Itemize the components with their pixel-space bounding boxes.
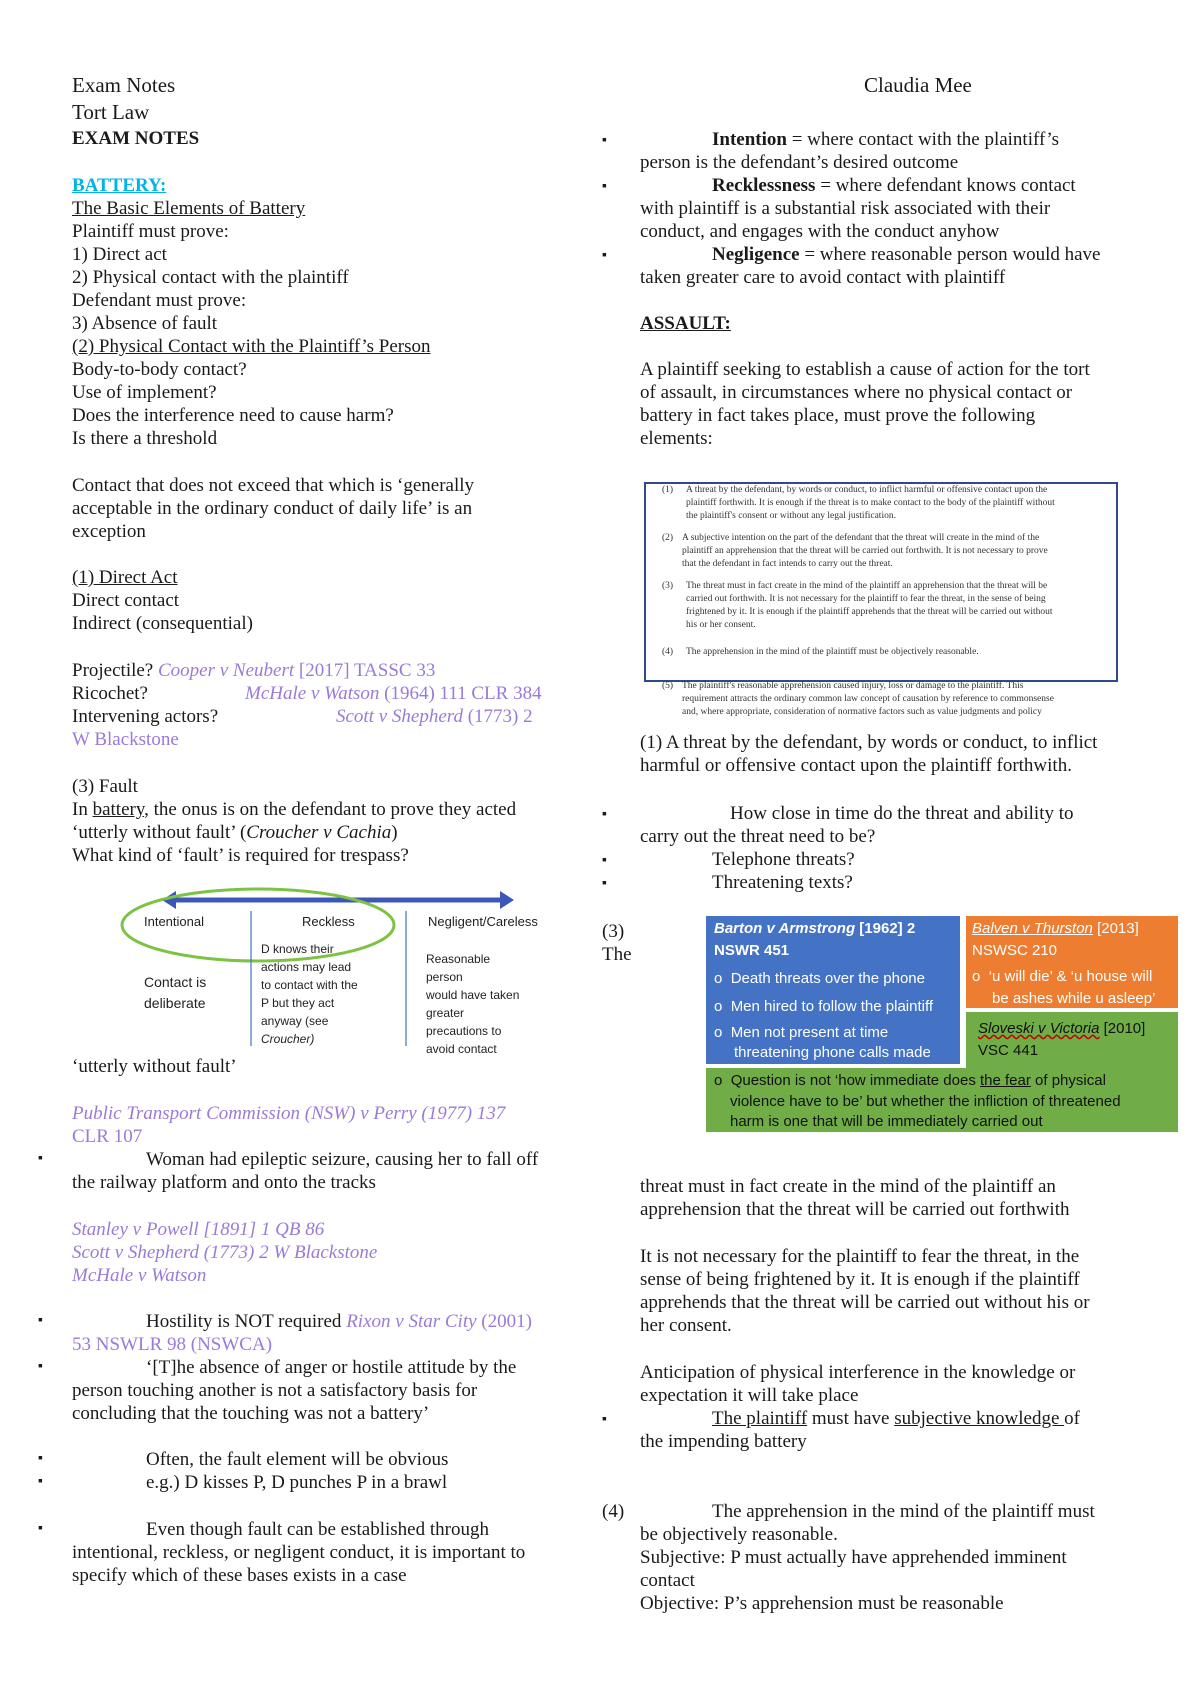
fault-line-3: What kind of ‘fault’ is required for trespass? (72, 845, 409, 866)
element-absence-of-fault: 3) Absence of fault (72, 313, 218, 334)
sloveski-point-line-1 (714, 1070, 1106, 1092)
bullet-icon: ▪ (38, 1313, 43, 1328)
sloveski-point-line-2: violence have to be’ but whether the infliction of threatened (730, 1093, 1121, 1110)
fault-text: ) (391, 822, 398, 843)
diagram-reckless-body (261, 940, 358, 1048)
fault-text: In (72, 799, 93, 820)
diagram-reckless-title: Reckless (302, 914, 355, 929)
header-exam-notes: Exam Notes (72, 73, 176, 97)
assault-heading: ASSAULT: (640, 313, 731, 334)
balven-point (972, 966, 1152, 988)
balven-citation: [2013] (1092, 920, 1139, 937)
rixon-case: Rixon v Star City (346, 1311, 477, 1332)
projectile-label: Projectile? (72, 660, 154, 681)
element-4-label: (4) (602, 1501, 625, 1522)
hostility-line-1 (146, 1310, 532, 1333)
sloveski-text: Question is not ‘how immediate does (730, 1072, 980, 1089)
quote-line-2: person touching another is not a satisfactory basis for (72, 1380, 478, 1401)
fault-text: ‘utterly without fault’ ( (72, 822, 247, 843)
header-author: Claudia Mee (864, 73, 972, 97)
rixon-citation: (2001) (476, 1311, 532, 1332)
threat-line-2: harmful or offensive contact upon the plaintiff forthwith. (640, 755, 1072, 776)
utterly-without-fault: ‘utterly without fault’ (72, 1056, 237, 1077)
not-necessary-line-2: sense of being frightened by it. It is enough if the plaintiff (640, 1269, 1080, 1290)
diagram-text: Contact is (144, 974, 207, 990)
diagram-negligent-body (426, 950, 528, 1058)
balven-point-text: be ashes while u asleep’ (992, 990, 1156, 1007)
barton-point-text: Death threats over the phone (730, 970, 925, 987)
fault-line-2 (72, 821, 398, 844)
bullet-icon: ▪ (38, 1451, 43, 1466)
croucher-case: Croucher v Cachia (246, 822, 392, 843)
sloveski-point-line-3: harm is one that will be immediately carried out (730, 1113, 1043, 1130)
exam-notes-title: EXAM NOTES (72, 128, 200, 149)
barton-point-1 (714, 968, 925, 990)
scan-item-line: requirement attracts the ordinary common law concept of causation by reference to commonsense (682, 694, 1054, 704)
objective-line: Objective: P’s apprehension must be reasonable (640, 1593, 1004, 1614)
barton-case-name: Barton v Armstrong (714, 920, 856, 937)
scan-item-line: A threat by the defendant, by words or conduct, to inflict harmful or offensive contact upon the (686, 485, 1048, 495)
telephone-threats: Telephone threats? (712, 849, 855, 870)
even-line-3: specify which of these bases exists in a case (72, 1565, 407, 1586)
diagram-text: D knows their (261, 942, 334, 956)
reckless-text: = where defendant knows contact (815, 175, 1076, 196)
diagram-intentional-title: Intentional (144, 914, 204, 929)
intention-text: = where contact with the plaintiff’s (786, 129, 1060, 150)
scan-item-line: carried out forthwith. It is not necessary for the plaintiff to fear the threat, in the sense of being (686, 594, 1046, 604)
intention-line-2: person is the defendant’s desired outcome (640, 152, 959, 173)
subj-text: of (1064, 1408, 1080, 1429)
element-physical-contact: 2) Physical contact with the plaintiff (72, 267, 349, 288)
intention-term: Intention (712, 129, 787, 150)
circle-bullet-icon: o (972, 968, 989, 985)
stanley-case: Stanley v Powell [1891] 1 QB 86 (72, 1219, 325, 1240)
barton-case-box (706, 916, 960, 1064)
ptc-case-line-2: CLR 107 (72, 1126, 143, 1147)
sloveski-citation: [2010] (1099, 1020, 1146, 1037)
diagram-text: avoid contact (426, 1042, 497, 1056)
element-direct-act: 1) Direct act (72, 244, 167, 265)
negligence-line-1 (712, 243, 1100, 266)
barton-point-text: threatening phone calls made (734, 1044, 931, 1061)
scott-citation-cont: W Blackstone (72, 729, 179, 750)
even-line-2: intentional, reckless, or negligent conduct, it is important to (72, 1542, 526, 1563)
intervening-label: Intervening actors? (72, 706, 219, 727)
battery-heading: BATTERY: (72, 175, 167, 196)
bullet-icon: ▪ (38, 1521, 43, 1536)
basic-elements-heading: The Basic Elements of Battery (72, 198, 306, 219)
bullet-icon: ▪ (602, 1412, 607, 1427)
intention-line-1 (712, 128, 1059, 151)
woman-line-1: Woman had epileptic seizure, causing her to fall off (146, 1149, 539, 1170)
scott-citation: (1773) 2 (467, 706, 533, 727)
reckless-line-1 (712, 174, 1076, 197)
mchale-case-2: McHale v Watson (72, 1265, 207, 1286)
cooper-case: Cooper v Neubert (158, 660, 295, 681)
question-threshold: Is there a threshold (72, 428, 218, 449)
anticipation-line-1: Anticipation of physical interference in the knowledge or (640, 1362, 1076, 1383)
how-close-line-2: carry out the threat need to be? (640, 826, 876, 847)
scan-item-number: (2) (662, 533, 674, 543)
diagram-text: Croucher) (261, 1032, 315, 1046)
threat3-line-2: apprehension that the threat will be carried out forthwith (640, 1199, 1070, 1220)
spectrum-arrow-right-head (500, 891, 514, 909)
question-harm: Does the interference need to cause harm? (72, 405, 394, 426)
element-3-label: (3) (602, 921, 625, 942)
ricochet-label: Ricochet? (72, 683, 148, 704)
scan-item-number: (3) (662, 581, 674, 591)
element-4-line-1: The apprehension in the mind of the plaintiff must (712, 1501, 1095, 1522)
circle-bullet-icon: o (714, 970, 731, 987)
how-close-line-1: How close in time do the threat and ability to (730, 803, 1074, 824)
fault-heading: (3) Fault (72, 776, 138, 797)
quote-line-1: ‘[T]he absence of anger or hostile attitude by the (146, 1357, 517, 1378)
physical-contact-heading: (2) Physical Contact with the Plaintiff’s Person (72, 336, 431, 357)
recklessness-term: Recklessness (712, 175, 816, 196)
subj-text: must have (807, 1408, 895, 1429)
barton-citation-2: NSWR 451 (714, 942, 790, 959)
threat3-line-1: threat must in fact create in the mind of the plaintiff an (640, 1176, 1056, 1197)
scan-item-number: (1) (662, 485, 674, 495)
circle-bullet-icon: o (714, 1072, 731, 1089)
fault-battery-word: battery (92, 799, 145, 820)
scan-item-line: that the defendant in fact intends to carry out the threat. (682, 559, 893, 569)
not-necessary-line-4: her consent. (640, 1315, 732, 1336)
circle-bullet-icon: o (714, 998, 731, 1015)
often-line: Often, the fault element will be obvious (146, 1449, 449, 1470)
scan-item-line: The threat must in fact create in the mind of the plaintiff an apprehension that the threat will be (686, 581, 1048, 591)
plaintiff-must-prove: Plaintiff must prove: (72, 221, 229, 242)
cooper-citation: [2017] TASSC 33 (298, 660, 436, 681)
anticipation-line-2: expectation it will take place (640, 1385, 859, 1406)
scott-row (336, 705, 533, 728)
exception-line-1: Contact that does not exceed that which is ‘generally (72, 475, 475, 496)
diagram-text: greater (426, 1006, 465, 1020)
assault-line-2: of assault, in circumstances where no physical contact or (640, 382, 1073, 403)
fault-text: , the onus is on the defendant to prove they acted (144, 799, 517, 820)
sloveski-point-box (706, 1068, 1178, 1132)
balven-title (972, 918, 1139, 940)
bullet-icon: ▪ (602, 876, 607, 891)
diagram-text: deliberate (144, 995, 206, 1011)
element-4-line-2: be objectively reasonable. (640, 1524, 838, 1545)
scan-item-number: (5) (662, 681, 674, 691)
direct-act-heading: (1) Direct Act (72, 567, 178, 588)
woman-line-2: the railway platform and onto the tracks (72, 1172, 376, 1193)
header-tort-law: Tort Law (72, 100, 150, 124)
barton-citation: [1962] 2 (855, 920, 916, 937)
threat-line-1: (1) A threat by the defendant, by words or conduct, to inflict (640, 732, 1098, 753)
sloveski-title (978, 1018, 1145, 1040)
reckless-line-3: conduct, and engages with the conduct anyhow (640, 221, 1000, 242)
balven-case-box (966, 916, 1178, 1008)
bullet-icon: ▪ (602, 853, 607, 868)
mchale-case: McHale v Watson (245, 683, 380, 704)
scan-item-line: plaintiff forthwith. It is enough if the threat is to make contact to the body of the plaintiff without (686, 498, 1055, 508)
assault-line-4: elements: (640, 428, 713, 449)
barton-point-text: Men not present at time (730, 1024, 889, 1041)
not-necessary-line-1: It is not necessary for the plaintiff to fear the threat, in the (640, 1246, 1080, 1267)
threatening-texts: Threatening texts? (712, 872, 853, 893)
diagram-text: would have taken (426, 988, 520, 1002)
assault-line-3: battery in fact takes place, must prove the following (640, 405, 1036, 426)
quote-line-3: concluding that the touching was not a battery’ (72, 1403, 430, 1424)
diagram-text: Reasonable person (426, 952, 491, 984)
balven-case-name: Balven v Thurston (972, 920, 1093, 937)
question-implement: Use of implement? (72, 382, 217, 403)
hostility-text: Hostility is NOT required (146, 1311, 347, 1332)
sloveski-citation-2: VSC 441 (978, 1042, 1039, 1059)
hostility-line-2: 53 NSWLR 98 (NSWCA) (72, 1334, 273, 1355)
barton-title (714, 918, 915, 940)
sloveski-text: the fear (979, 1072, 1031, 1089)
scan-item-line: frightened by it. It is enough if the plaintiff apprehends that the threat will be carried out without (686, 607, 1053, 617)
negligence-line-2: taken greater care to avoid contact with plaintiff (640, 267, 1006, 288)
exception-line-3: exception (72, 521, 146, 542)
scan-item-line: the plaintiff's consent or without any legal justification. (686, 511, 896, 521)
subjective-line-2: contact (640, 1570, 695, 1591)
exception-line-2: acceptable in the ordinary conduct of daily life’ is an (72, 498, 473, 519)
not-necessary-line-3: apprehends that the threat will be carried out without his or (640, 1292, 1090, 1313)
bullet-icon: ▪ (602, 179, 607, 194)
subj-text: The plaintiff (712, 1408, 808, 1429)
mchale-citation: (1964) 111 CLR 384 (384, 683, 542, 704)
bullet-icon: ▪ (602, 133, 607, 148)
sloveski-case-name: Sloveski v Victoria (978, 1020, 1100, 1037)
barton-point-text: Men hired to follow the plaintiff (730, 998, 934, 1015)
negligence-term: Negligence (712, 244, 800, 265)
eg-line: e.g.) D kisses P, D punches P in a brawl (146, 1472, 448, 1493)
subjective-knowledge-line (712, 1407, 1080, 1430)
sloveski-text: of physical (1030, 1072, 1106, 1089)
scan-item-number: (4) (662, 647, 674, 657)
bullet-icon: ▪ (38, 1474, 43, 1489)
assault-line-1: A plaintiff seeking to establish a cause of action for the tort (640, 359, 1090, 380)
impending-battery-line: the impending battery (640, 1431, 807, 1452)
negligence-text: = where reasonable person would have (799, 244, 1101, 265)
barton-point-2 (714, 996, 933, 1018)
scan-item-line: his or her consent. (686, 620, 756, 630)
diagram-intentional-body (144, 972, 206, 1014)
scan-item-line: The apprehension in the mind of the plaintiff must be objectively reasonable. (686, 647, 979, 657)
scan-item-line: plaintiff an apprehension that the threat will be carried out forthwith. It is not necessary to prove (682, 546, 1048, 556)
projectile-row (72, 659, 435, 682)
scott-case-2: Scott v Shepherd (1773) 2 W Blackstone (72, 1242, 378, 1263)
balven-citation-2: NSWSC 210 (972, 942, 1058, 959)
even-line-1: Even though fault can be established through (146, 1519, 489, 1540)
reckless-line-2: with plaintiff is a substantial risk associated with their (640, 198, 1051, 219)
bullet-icon: ▪ (38, 1151, 43, 1166)
fault-spectrum-diagram (108, 884, 538, 1059)
ptc-case-line-1: Public Transport Commission (NSW) v Perry (1977) 137 (72, 1103, 506, 1124)
barton-point-3 (714, 1022, 888, 1044)
circle-bullet-icon: o (714, 1024, 731, 1041)
mchale-row (245, 682, 542, 705)
subj-text: subjective knowledge (894, 1408, 1065, 1429)
balven-point-text: ‘u will die’ & ‘u house will (988, 968, 1153, 985)
indirect-contact: Indirect (consequential) (72, 613, 253, 634)
direct-contact: Direct contact (72, 590, 180, 611)
diagram-text: P but they act (261, 996, 335, 1010)
assault-elements-scan (640, 474, 1120, 724)
subjective-line: Subjective: P must actually have apprehended imminent (640, 1547, 1067, 1568)
scan-item-line: A subjective intention on the part of the defendant that the threat will create in the mind of the (682, 533, 1040, 543)
question-body-contact: Body-to-body contact? (72, 359, 247, 380)
diagram-negligent-title: Negligent/Careless (428, 914, 538, 929)
diagram-text: actions may lead (261, 960, 352, 974)
bullet-icon: ▪ (38, 1359, 43, 1374)
scan-item-line: and, where appropriate, consideration of normative factors such as value judgments and policy (682, 707, 1042, 717)
defendant-must-prove: Defendant must prove: (72, 290, 247, 311)
diagram-text: to contact with the (261, 978, 358, 992)
scan-item-line: The plaintiff's reasonable apprehension caused injury, loss or damage to the plaintiff. This (682, 681, 1024, 691)
scott-case: Scott v Shepherd (336, 706, 463, 727)
fault-line-1 (72, 798, 516, 821)
bullet-icon: ▪ (602, 248, 607, 263)
element-3-the: The (602, 944, 632, 965)
bullet-icon: ▪ (602, 807, 607, 822)
diagram-text: precautions to (426, 1024, 502, 1038)
diagram-text: anyway (see (261, 1014, 329, 1028)
